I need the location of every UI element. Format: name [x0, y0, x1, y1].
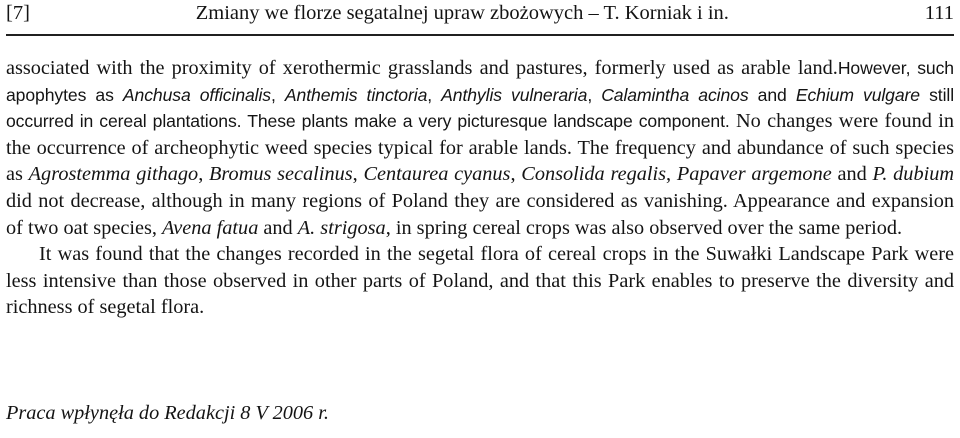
species-name: Centaurea cyanus — [363, 163, 511, 186]
sentence: associated with the proximity of xerothermic grasslands and pastures, formerly used as arable land. — [6, 57, 838, 79]
species-name: Calamintha acinos — [601, 84, 749, 105]
species-name: A. strigosa — [297, 216, 386, 239]
species-name: P. dubium — [872, 163, 955, 186]
paragraph-2: It was found that the changes recorded in the segetal flora of cereal crops in the Suwałki Landscape Park were less intensive than those observed in other parts of Poland, and that this Park enables to preserve the diversity and richness of segetal flora. — [6, 243, 954, 319]
page-reference: [7] — [6, 2, 30, 24]
species-name: Avena fatua — [162, 216, 259, 239]
sentence: No changes were found in the occurrence of archeophytic weed species typical for arable lands. The frequency and abundance of such species as — [6, 110, 954, 186]
species-name: Agrostemma githago — [28, 163, 199, 186]
paragraph-1: associated with the proximity of xerothermic grasslands and pastures, formerly used as arable land.However, such apophytes as Anchusa officinalis, Anthemis tinctoria, Anthylis vulneraria, Calamintha acinos and Echium vulgare still occurred in cereal plantations. These plants make a very picturesque landscape component. No changes were found in the occurrence of archeophytic weed species typical for arable lands. The frequency and abundance of such species as Agrostemma githago, Bromus secalinus, Centaurea cyanus, Consolida regalis, Papaver argemone and P. dubium did not decrease, although in many regions of Poland they are considered as vanishing. Appearance and expansion of two oat species, Avena fatua and A. strigosa, in spring cereal crops was also observed over the same period. — [6, 57, 955, 239]
species-name: Papaver argemone — [676, 163, 832, 186]
article-body — [6, 55, 954, 321]
species-name: Echium vulgare — [795, 84, 920, 105]
running-title: Zmiany we florze segatalnej upraw zbożowych – T. Korniak i in. — [195, 2, 729, 24]
received-date-note: Praca wpłynęła do Redakcji 8 V 2006 r. — [6, 402, 329, 424]
species-name: Anchusa officinalis — [122, 84, 272, 105]
sentence: , in spring cereal crops was also observed over the same period. — [385, 216, 903, 239]
sentence: did not decrease, although in many regions of Poland they are considered as vanishing. Appearance and expansion of two oat species, — [6, 189, 954, 239]
page-number: 111 — [924, 2, 954, 24]
header-rule — [6, 34, 954, 36]
sans-passage: However, such apophytes as Anchusa officinalis, Anthemis tinctoria, Anthylis vulneraria, Calamintha acinos and Echium vulgare still occurred in cereal plantations. These plants make a very picturesque landscape component. — [6, 58, 955, 132]
species-name: Consolida regalis — [521, 163, 667, 186]
species-name: Anthemis tinctoria — [284, 84, 428, 105]
species-name: Bromus secalinus — [209, 163, 353, 186]
species-name: Anthylis vulneraria — [441, 84, 588, 105]
running-head — [6, 0, 954, 30]
